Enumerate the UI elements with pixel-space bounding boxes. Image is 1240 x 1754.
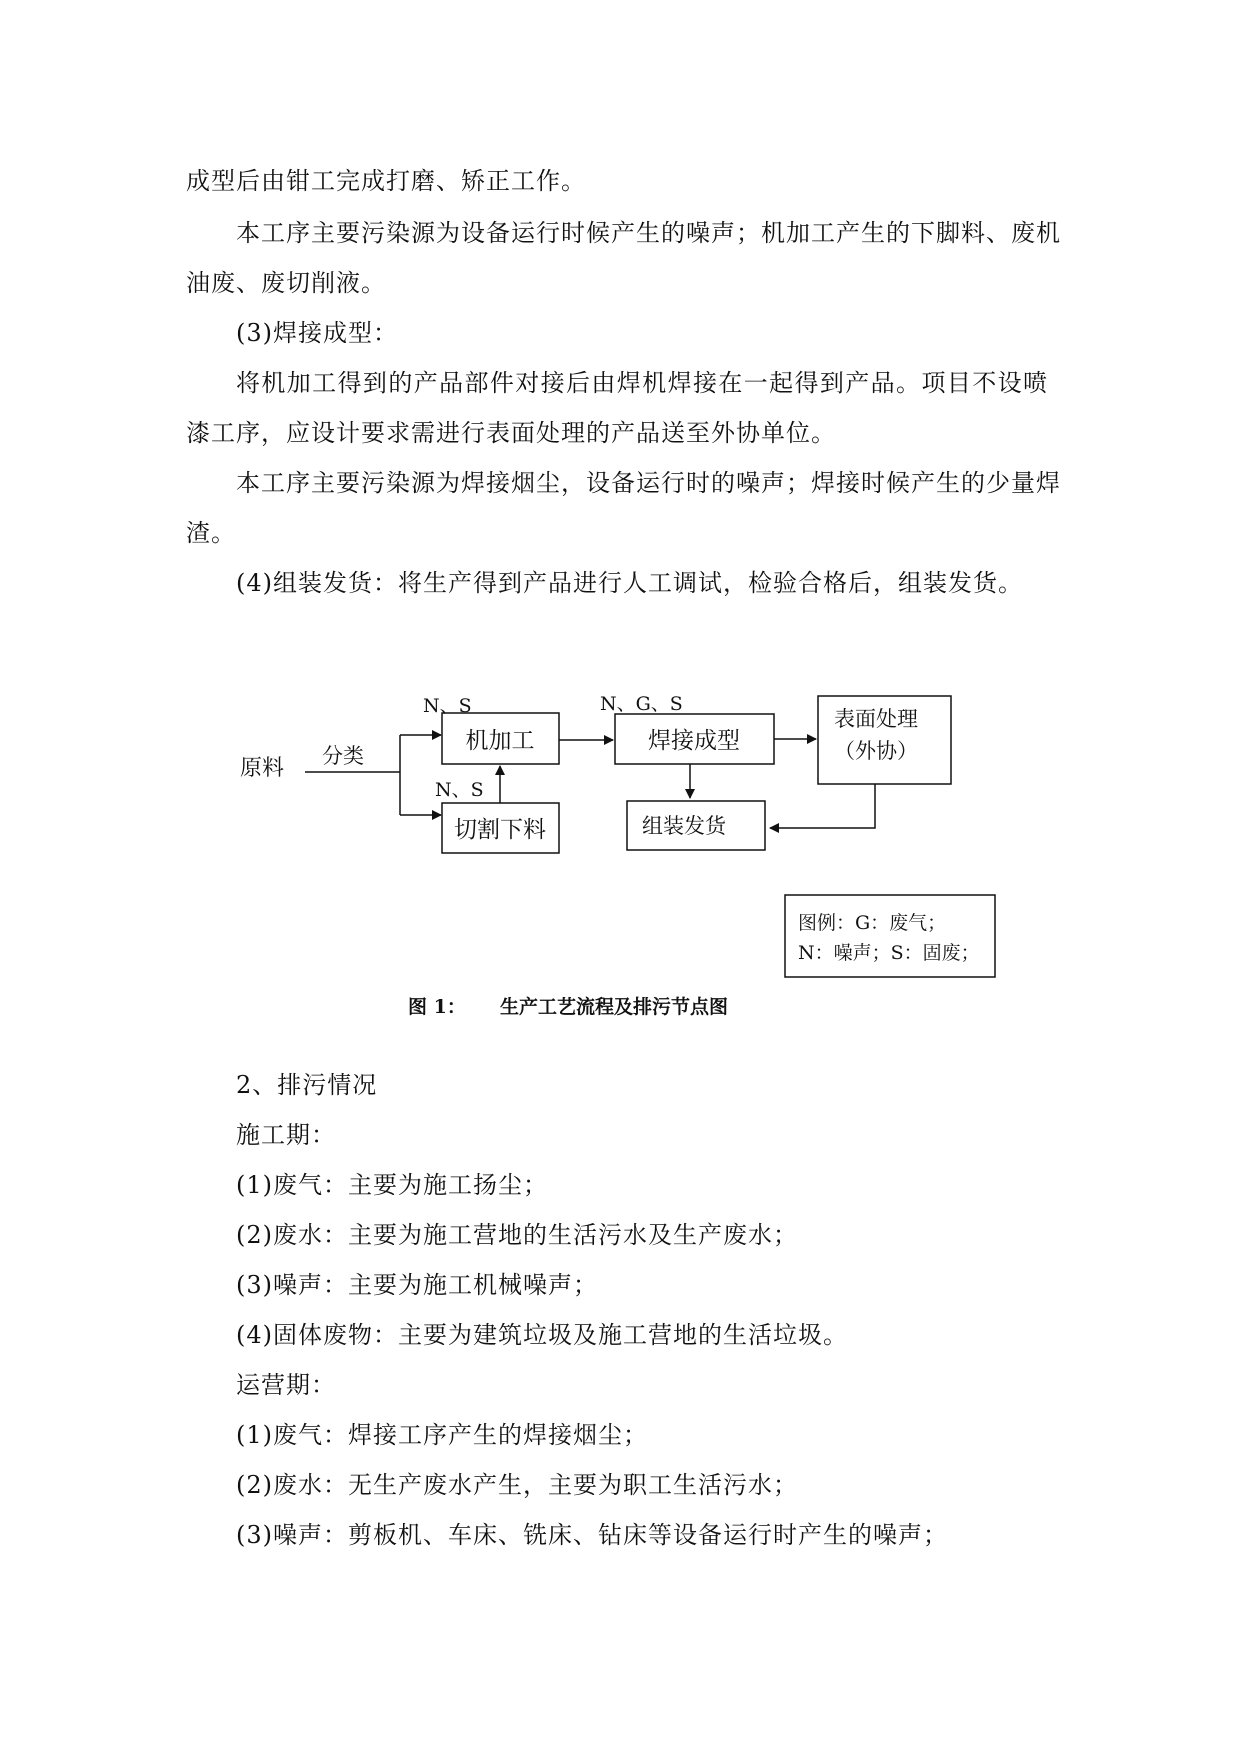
cutting-emission-tag: N、S	[435, 779, 484, 801]
figure-number: 图 1：	[408, 996, 466, 1018]
paragraph-line: 将机加工得到的产品部件对接后由焊机焊接在一起得到产品。项目不设喷	[236, 369, 1048, 397]
list-item: (3)噪声：主要为施工机械噪声；	[236, 1271, 598, 1299]
construction-period-label: 施工期：	[236, 1121, 336, 1149]
legend-line-1: 图例：G：废气；	[798, 912, 947, 934]
machining-label: 机加工	[465, 728, 535, 754]
classify-label: 分类	[322, 744, 364, 768]
machining-emission-tag: N、S	[423, 695, 472, 717]
list-item: (4)固体废物：主要为建筑垃圾及施工营地的生活垃圾。	[236, 1321, 848, 1349]
list-item: (1)废气：主要为施工扬尘；	[236, 1171, 548, 1199]
list-item: (2)废水：无生产废水产生，主要为职工生活污水；	[236, 1471, 798, 1499]
paragraph-line: 本工序主要污染源为设备运行时候产生的噪声；机加工产生的下脚料、废机	[236, 219, 1061, 247]
surface-treatment-label: 表面处理	[834, 707, 918, 731]
legend-line-2: N：噪声；S：固废；	[798, 942, 980, 964]
paragraph-line: 油废、废切削液。	[186, 269, 386, 297]
paragraph-line: (3)焊接成型：	[236, 319, 398, 347]
legend-box	[785, 895, 995, 977]
paragraph-line: 本工序主要污染源为焊接烟尘，设备运行时的噪声；焊接时候产生的少量焊	[236, 469, 1061, 497]
list-item: (2)废水：主要为施工营地的生活污水及生产废水；	[236, 1221, 798, 1249]
list-item: (3)噪声：剪板机、车床、铣床、钻床等设备运行时产生的噪声；	[236, 1521, 948, 1549]
raw-material-label: 原料	[240, 756, 285, 781]
surface-treatment-outsourced-label: （外协）	[834, 739, 918, 763]
list-item: (1)废气：焊接工序产生的焊接烟尘；	[236, 1421, 648, 1449]
paragraph-line: (4)组装发货：将生产得到产品进行人工调试，检验合格后，组装发货。	[236, 569, 1023, 597]
paragraph-line: 漆工序，应设计要求需进行表面处理的产品送至外协单位。	[186, 419, 836, 447]
section-heading: 2、排污情况	[236, 1071, 378, 1099]
figure-title: 生产工艺流程及排污节点图	[500, 996, 729, 1018]
cutting-label: 切割下料	[454, 817, 546, 843]
arrow-surface-to-assembly	[770, 784, 875, 828]
operation-period-label: 运营期：	[236, 1371, 336, 1399]
paragraph-line: 成型后由钳工完成打磨、矫正工作。	[186, 167, 586, 195]
paragraph-line: 渣。	[186, 519, 236, 547]
assembly-label: 组装发货	[642, 814, 726, 838]
welding-label: 焊接成型	[648, 728, 740, 754]
welding-emission-tag: N、G、S	[600, 693, 683, 715]
